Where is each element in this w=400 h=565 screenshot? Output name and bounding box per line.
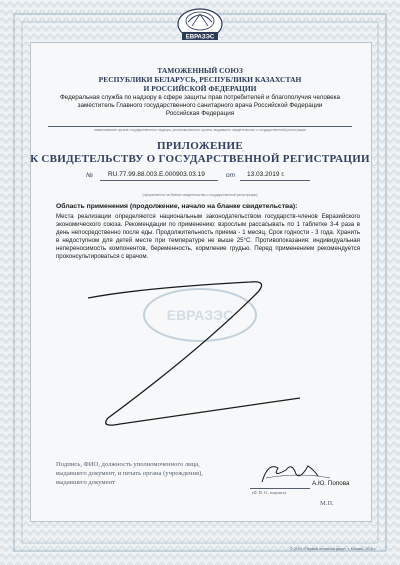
service-line3: Российская Федерация [165, 110, 235, 117]
date-underline [240, 180, 310, 181]
service-line1: Федеральная служба по надзору в сфере защиты прав потребителей и благополучия человека [59, 94, 341, 101]
registration-number: RU.77.99.88.003.E.000903.03.19 [108, 171, 205, 178]
signer-name: А.Ю. Попова [312, 480, 350, 487]
service-line2: заместитель Главного государственного санитарного врача Российской Федерации [77, 102, 323, 109]
eurasec-logo-icon [170, 6, 230, 46]
registration-date: 13.03.2019 г. [247, 171, 285, 178]
union-title-line2: РЕСПУБЛИКИ БЕЛАРУСЬ, РЕСПУБЛИКИ КАЗАХСТАН [98, 75, 302, 84]
logo-text: ЕВРАЗЭС [185, 34, 215, 41]
authority-underline [48, 126, 352, 127]
registration-caption: (оформляется на бланке свидетельства о государственной регистрации) [142, 193, 258, 197]
watermark-text: ЕВРАЗЭС [166, 307, 234, 323]
date-label: от [226, 172, 236, 179]
printer-text: © ООО «Первый печатный двор», г. Москва, 2018 г. [290, 547, 376, 551]
section-body-text: Места реализации определяются национальным законодательством государств-членов Евразийского экономического союза. Рекомендации по применению: взрослым рассасывать по 1 таблетке 3-4 раза в день непосредственно после еды. Продолжительность приема - 1 месяц. Срок годности - 3 года. Хранить в недоступном для детей месте при температуре не выше 25°С. Противопоказания: индивидуальная непереносимость компонентов, беременность, кормление грудью. Перед применением рекомендуется проконсультироваться с врачом. [56, 213, 360, 260]
section-title: Область применения (продолжение, начало на бланке свидетельства): [56, 203, 298, 210]
authority-caption: наименование органа государственного надзора, уполномоченного органа, выдавшего свидетельство о государственной регистрации [93, 128, 307, 132]
signature-underline [250, 488, 310, 489]
union-title-line3: И РОССИЙСКОЙ ФЕДЕРАЦИИ [143, 84, 257, 93]
stamp-label: М.П. [320, 500, 334, 507]
title-line2: К СВИДЕТЕЛЬСТВУ О ГОСУДАРСТВЕННОЙ РЕГИСТРАЦИИ [30, 153, 370, 165]
title-line1: ПРИЛОЖЕНИЕ [157, 140, 243, 152]
eurasec-watermark-icon [140, 285, 260, 345]
number-underline [100, 180, 218, 181]
fio-caption: (Ф. И. О., подпись) [252, 490, 287, 495]
union-title-line1: ТАМОЖЕННЫЙ СОЮЗ [157, 66, 243, 75]
signature-caption: Подпись, ФИО, должность уполномоченного лица, выдавшего документ, и печать органа (учреждения), выдавшего документ [56, 461, 203, 486]
number-label: № [86, 172, 94, 179]
